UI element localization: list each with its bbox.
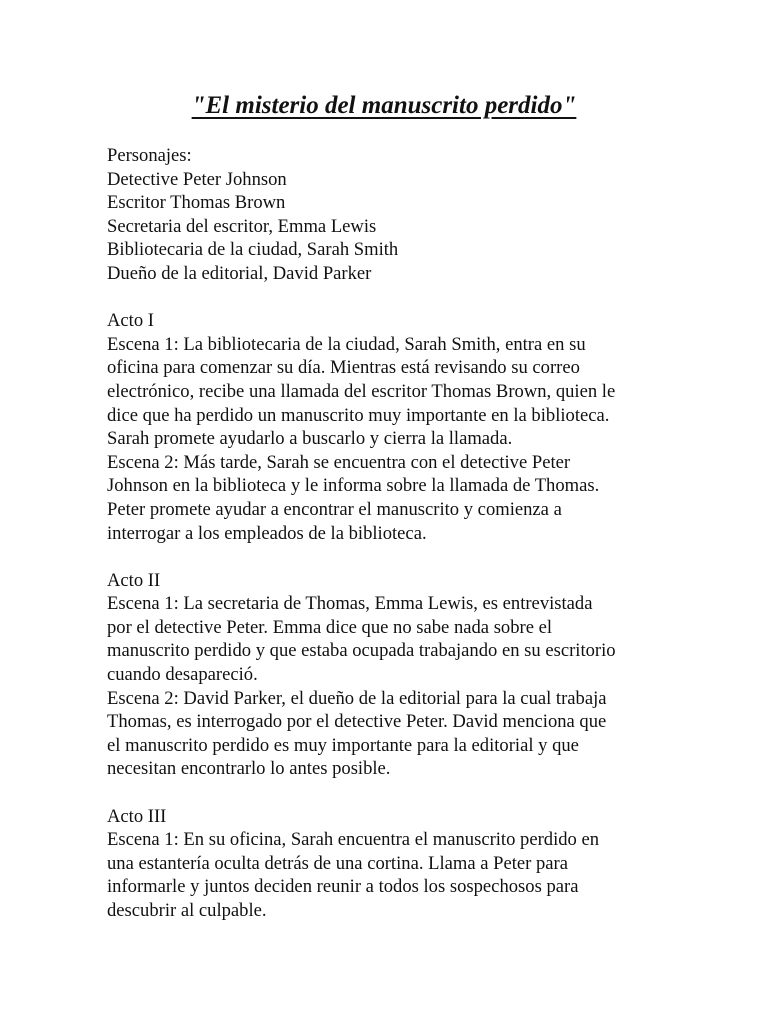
act-text-line: dice que ha perdido un manuscrito muy importante en la biblioteca. [107,404,610,426]
act-text-line: informarle y juntos deciden reunir a todos los sospechosos para [107,876,579,898]
document-body [107,144,667,923]
act-text-line: Sarah promete ayudarlo a buscarlo y cierra la llamada. [107,428,513,450]
section-gap [107,286,667,310]
characters-section [107,144,667,286]
act-text-line: Thomas, es interrogado por el detective Peter. David menciona que [107,711,607,733]
act-text-line: Johnson en la biblioteca y le informa sobre la llamada de Thomas. [107,475,600,497]
act-1-section [107,309,667,545]
act-text-line: Escena 2: David Parker, el dueño de la editorial para la cual trabaja [107,687,607,709]
character-item: Bibliotecaria de la ciudad, Sarah Smith [107,239,399,261]
characters-heading: Personajes: [107,145,192,166]
act-2-section [107,569,667,781]
act-text-line: una estantería oculta detrás de una cortina. Llama a Peter para [107,852,569,874]
act-3-section [107,805,667,923]
act-heading: Acto III [107,805,167,827]
document-title-text: "El misterio del manuscrito perdido" [191,92,577,119]
act-text-line: descubrir al culpable. [107,900,267,921]
act-text-line: Escena 2: Más tarde, Sarah se encuentra con el detective Peter [107,451,571,473]
section-gap [107,781,667,805]
act-text-line: el manuscrito perdido es muy importante para la editorial y que [107,734,579,756]
character-item: Escritor Thomas Brown [107,192,286,214]
act-text-line: Escena 1: En su oficina, Sarah encuentra el manuscrito perdido en [107,829,600,851]
act-heading: Acto I [107,310,154,332]
act-text-line: oficina para comenzar su día. Mientras está revisando su correo [107,357,580,379]
section-gap [107,545,667,569]
act-text-line: necesitan encontrarlo lo antes posible. [107,758,391,780]
act-text-line: Escena 1: La bibliotecaria de la ciudad, Sarah Smith, entra en su [107,333,586,355]
act-text-line: manuscrito perdido y que estaba ocupada trabajando en su escritorio [107,640,616,662]
act-heading: Acto II [107,569,161,591]
act-text-line: por el detective Peter. Emma dice que no sabe nada sobre el [107,616,553,638]
act-text-line: interrogar a los empleados de la biblioteca. [107,522,427,544]
character-item: Dueño de la editorial, David Parker [107,262,372,284]
act-text-line: Escena 1: La secretaria de Thomas, Emma Lewis, es entrevistada [107,593,593,615]
act-text-line: electrónico, recibe una llamada del escritor Thomas Brown, quien le [107,380,616,402]
document-title [0,90,768,122]
character-item: Detective Peter Johnson [107,168,287,190]
character-item: Secretaria del escritor, Emma Lewis [107,215,377,237]
act-text-line: Peter promete ayudar a encontrar el manuscrito y comienza a [107,498,562,520]
act-text-line: cuando desapareció. [107,664,258,686]
